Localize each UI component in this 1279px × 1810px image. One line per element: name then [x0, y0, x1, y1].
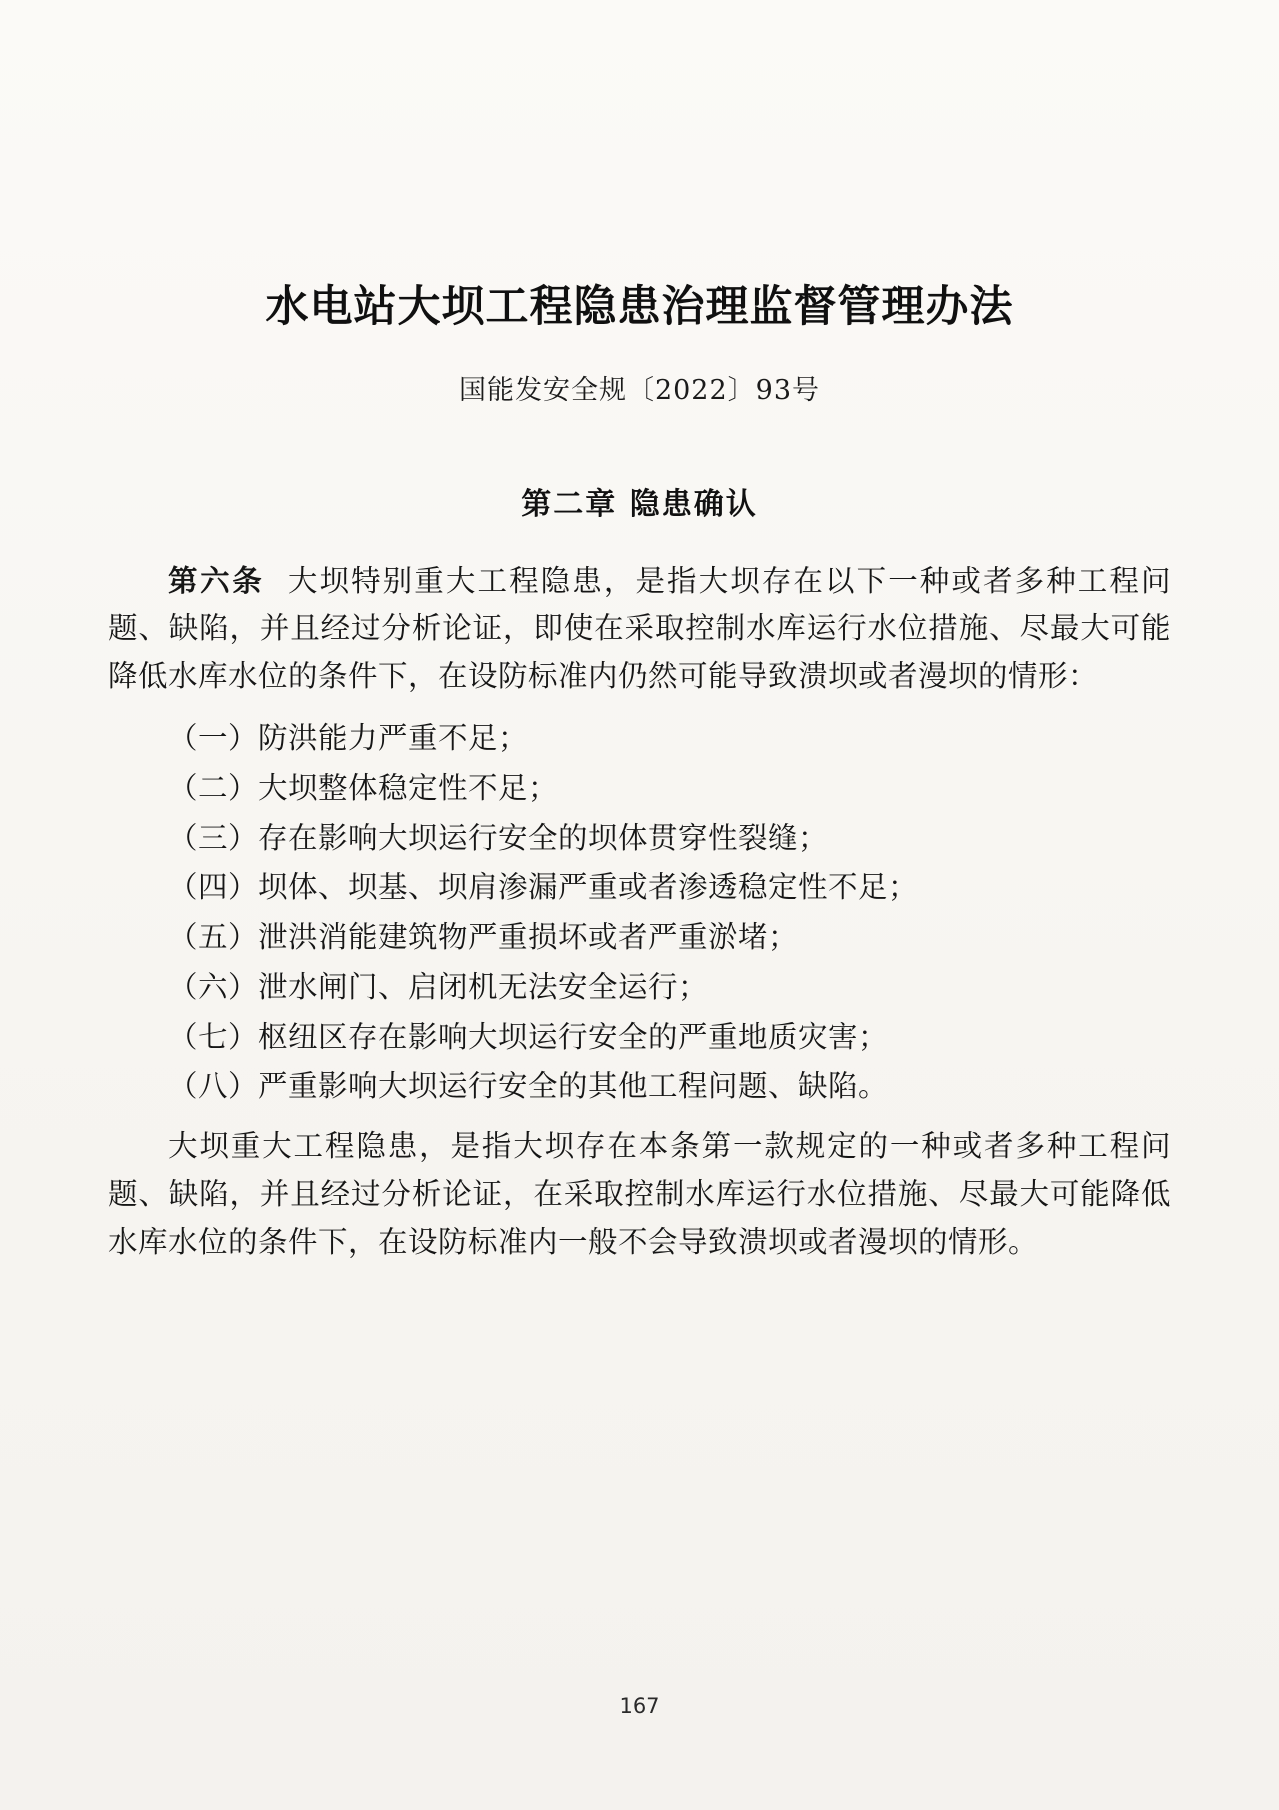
page-number: 167	[619, 1694, 660, 1718]
list-item: （一）防洪能力严重不足；	[168, 720, 529, 755]
closing-paragraph: 大坝重大工程隐患，是指大坝存在本条第一款规定的一种或者多种工程问题、缺陷，并且经过分析论证，在采取控制水库运行水位措施、尽最大可能降低水库水位的条件下，在设防标准内一般不会导致溃坝或者漫坝的情形。	[108, 1129, 1171, 1259]
page-title: 水电站大坝工程隐患治理监督管理办法	[265, 282, 1014, 332]
list-item: （七）枢纽区存在影响大坝运行安全的严重地质灾害；	[168, 1019, 889, 1054]
chapter-heading: 第二章 隐患确认	[521, 486, 758, 522]
article-lead-text: 大坝特别重大工程隐患，是指大坝存在以下一种或者多种工程问题、缺陷，并且经过分析论证，即使在采取控制水库运行水位措施、尽最大可能降低水库水位的条件下，在设防标准内仍然可能导致溃坝或者漫坝的情形：	[108, 563, 1171, 694]
list-item: （八）严重影响大坝运行安全的其他工程问题、缺陷。	[168, 1069, 889, 1104]
article-label: 第六条	[168, 562, 265, 598]
document-number: 国能发安全规〔2022〕93号	[458, 374, 821, 406]
article-body	[108, 523, 1171, 1267]
article-lead-paragraph	[108, 557, 1171, 701]
list-item: （五）泄洪消能建筑物严重损坏或者严重淤堵；	[168, 920, 799, 955]
list-item: （三）存在影响大坝运行安全的坝体贯穿性裂缝；	[168, 820, 829, 855]
list-item: （二）大坝整体稳定性不足；	[168, 770, 559, 805]
list-item: （四）坝体、坝基、坝肩渗漏严重或者渗透稳定性不足；	[168, 870, 919, 905]
list-item: （六）泄水闸门、启闭机无法安全运行；	[168, 969, 709, 1004]
